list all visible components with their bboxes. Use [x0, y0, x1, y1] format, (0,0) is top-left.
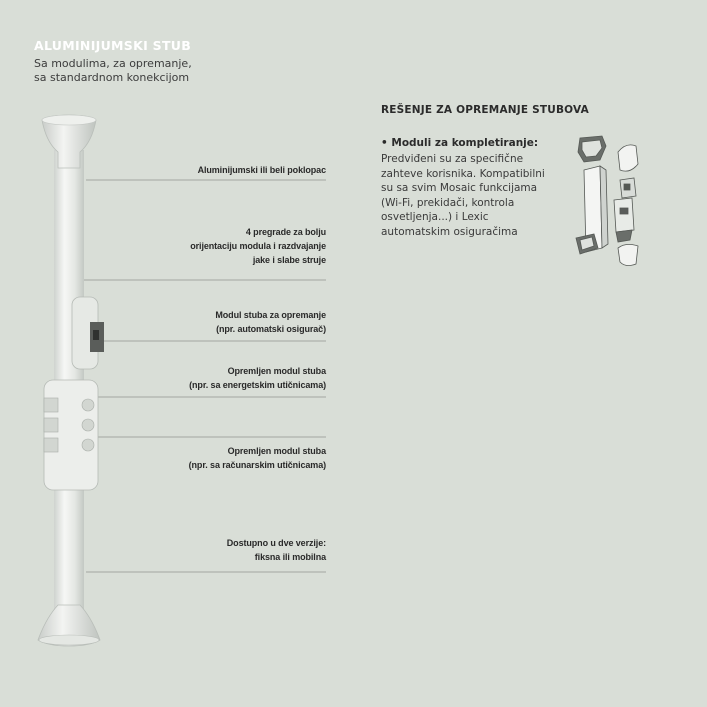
description-line: osvetljenja...) i Lexic: [381, 211, 489, 223]
description-line: zahteve korisnika. Kompatibilni: [381, 167, 545, 180]
callout-line: jake i slabe struje: [252, 255, 326, 265]
description-line: Predviđeni su za specifične: [381, 153, 524, 165]
callout-versions: [227, 536, 326, 564]
module-parts-illustration: [566, 130, 666, 270]
subtitle-line: Sa modulima, za opremanje,: [34, 57, 192, 70]
callout-line: Opremljen modul stuba: [227, 366, 326, 376]
callout-line: Aluminijumski ili beli poklopac: [197, 165, 326, 175]
callout-data-module: [189, 444, 326, 472]
callout-line: (npr. sa računarskim utičnicama): [188, 460, 326, 470]
description-line: (Wi-Fi, prekidači, kontrola: [381, 196, 515, 209]
page-title: ALUMINIJUMSKI STUB: [34, 38, 192, 53]
callout-power-module: [189, 364, 326, 392]
callout-line: (npr. sa energetskim utičnicama): [189, 380, 326, 390]
callout-line: fiksna ili mobilna: [254, 552, 326, 562]
callout-line: (npr. automatski osigurač): [216, 324, 326, 334]
section-title: REŠENJE ZA OPREMANJE STUBOVA: [381, 104, 589, 116]
callout-equipment-module: [215, 308, 326, 336]
subtitle-line: sa standardnom konekcijom: [34, 71, 190, 84]
callout-line: Dostupno u dve verzije:: [226, 538, 326, 548]
description-line: automatskim osiguračima: [381, 225, 518, 238]
module-heading: • Moduli za kompletiranje:: [381, 137, 539, 149]
callout-partitions: [190, 225, 326, 267]
callout-line: Opremljen modul stuba: [227, 446, 326, 456]
callout-line: Modul stuba za opremanje: [215, 310, 326, 320]
callout-line: 4 pregrade za bolju: [245, 227, 326, 237]
callout-cover: [198, 163, 326, 177]
module-description: [381, 152, 566, 239]
callout-line: orijentaciju modula i razdvajanje: [190, 241, 326, 251]
description-line: su sa svim Mosaic funkcijama: [381, 182, 538, 194]
